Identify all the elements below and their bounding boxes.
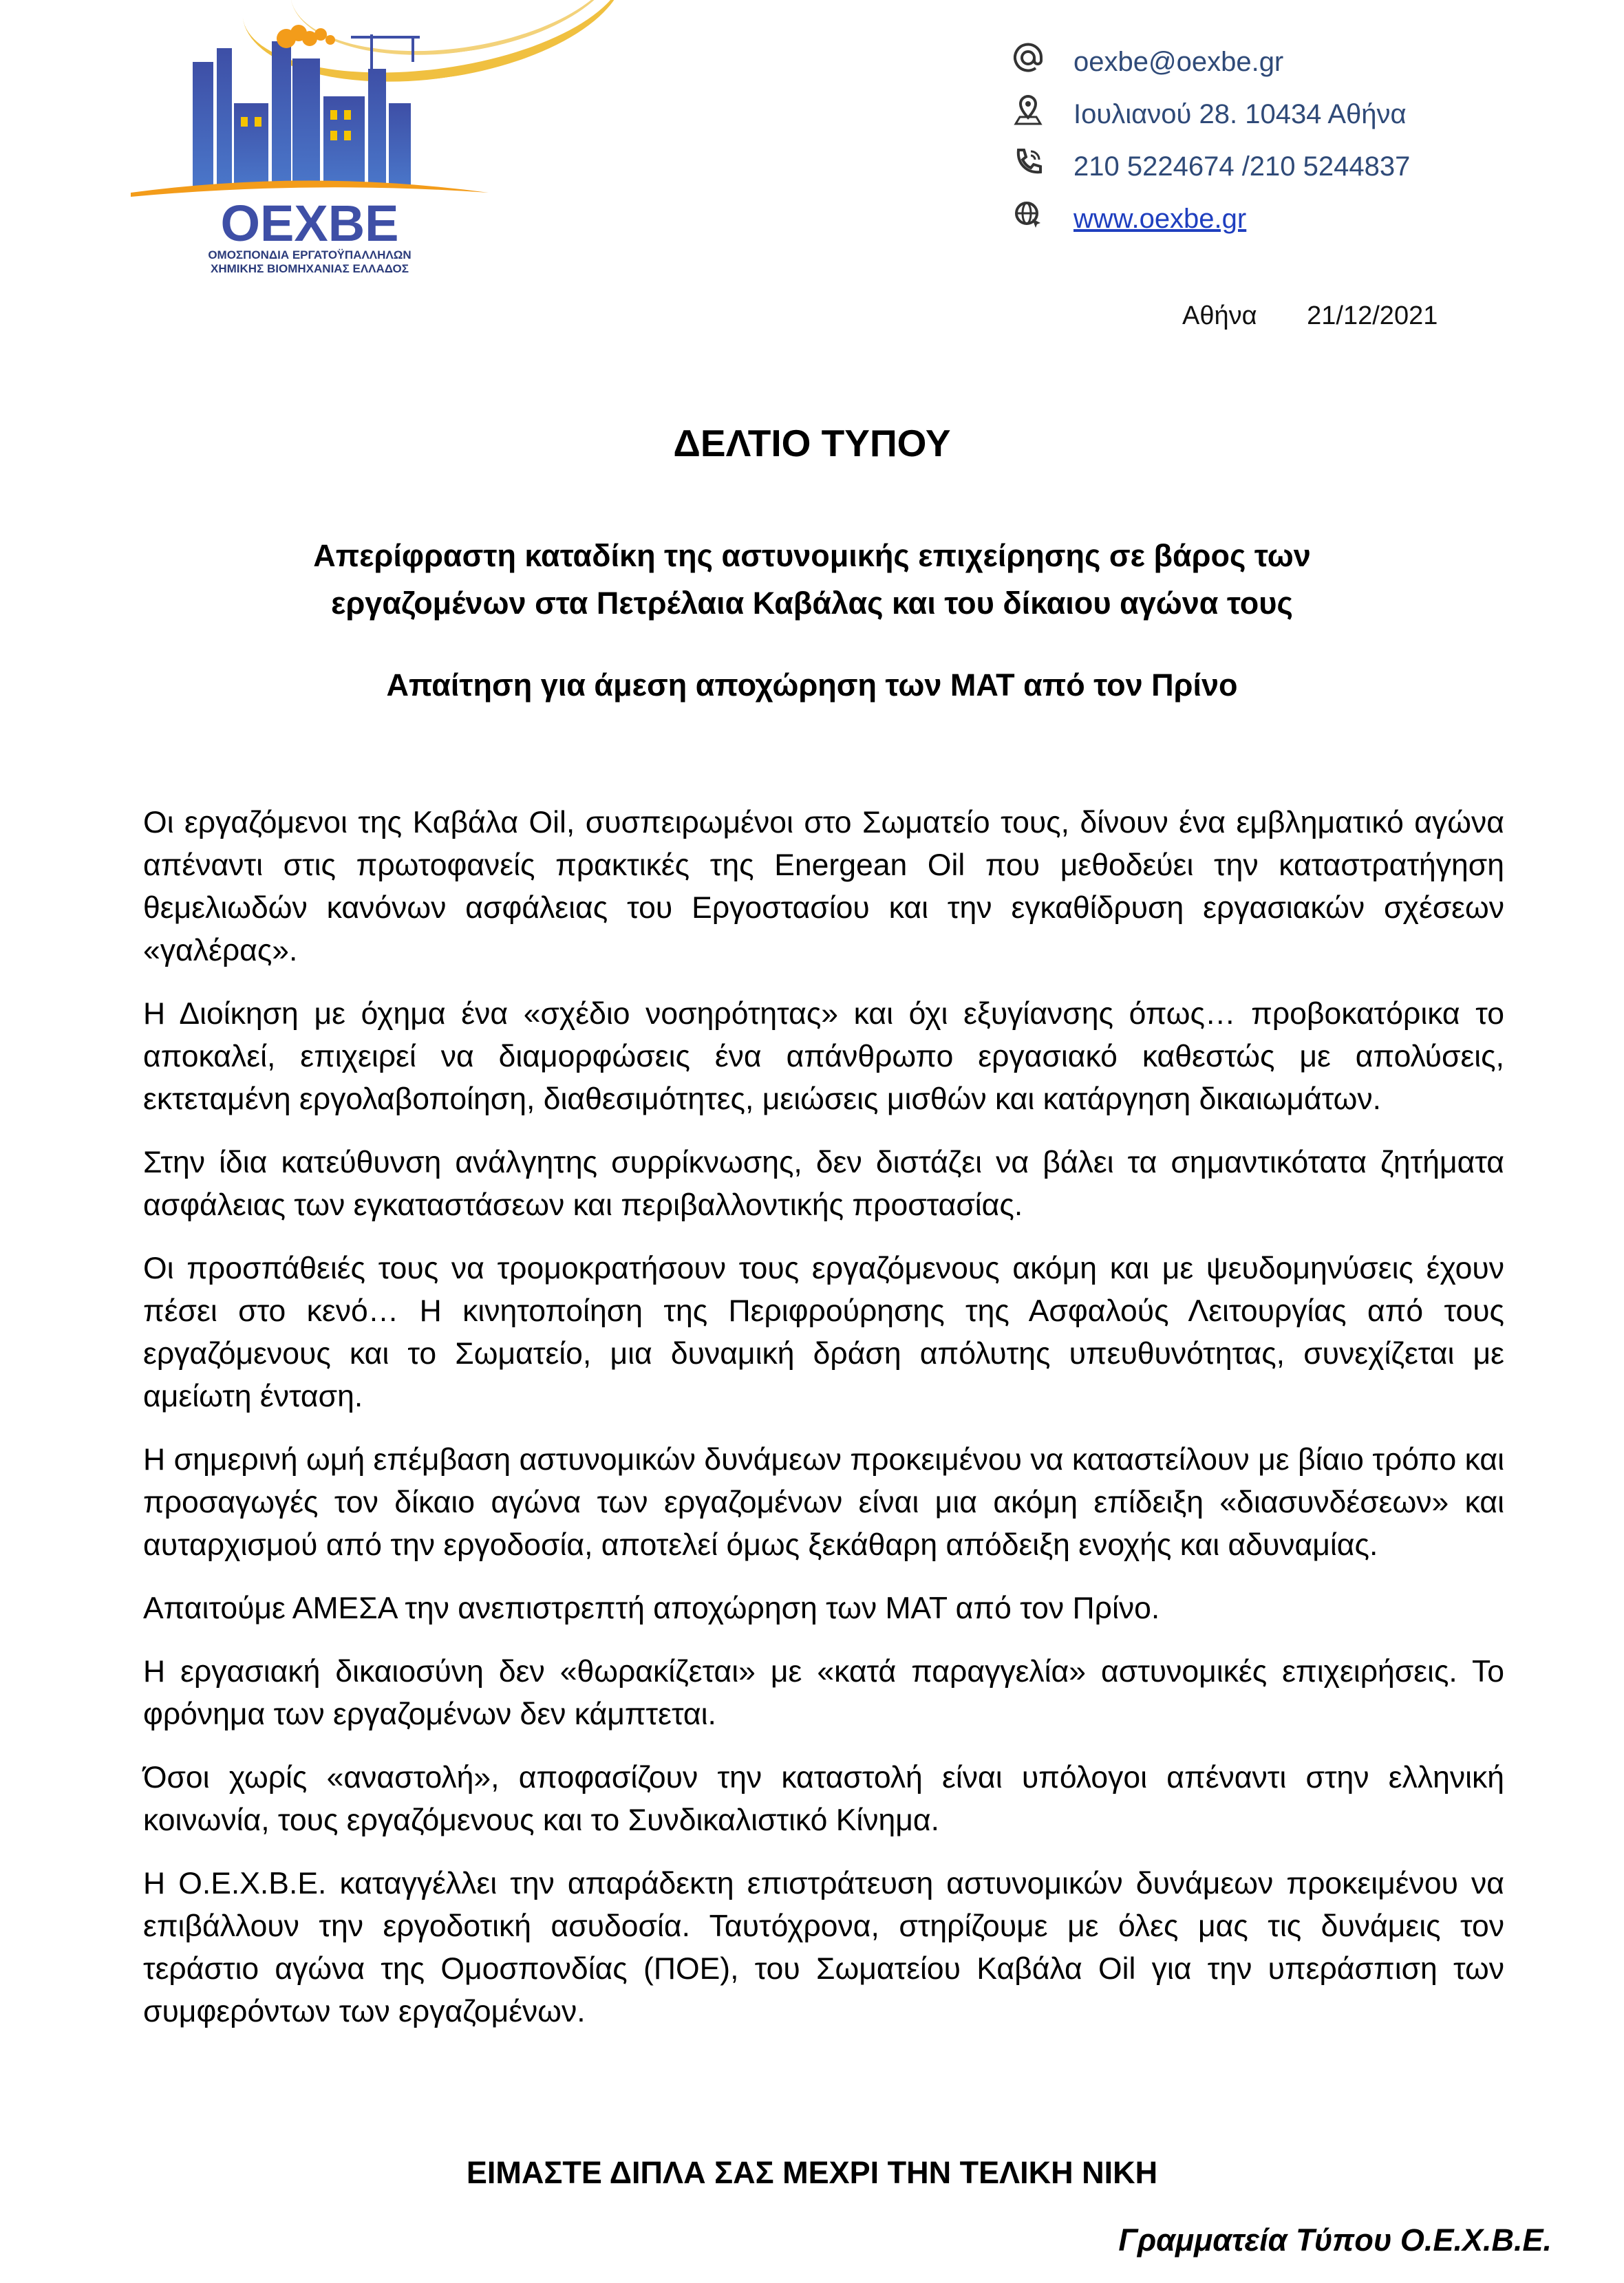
phone-text: 210 5224674 /210 5244837: [1073, 151, 1411, 182]
subtitle-line-2: εργαζομένων στα Πετρέλαια Καβάλας και του δίκαιου αγώνα τους: [331, 586, 1293, 621]
oexbe-logo: [124, 21, 495, 275]
date-line: [1182, 301, 1438, 331]
paragraph: Η Διοίκηση με όχημα ένα «σχέδιο νοσηρότητας» και όχι εξυγίανσης όπως… προβοκατόρικα το αποκαλεί, επιχειρεί να διαμορφώσεις ένα απάνθρωπο εργασιακό καθεστώς με απολύσεις, εκτεταμένη εργολαβοποίηση, διαθεσιμότητες, μειώσεις μισθών και κατάργηση δικαιωμάτων.: [143, 997, 1504, 1116]
paragraph: Στην ίδια κατεύθυνση ανάλγητης συρρίκνωσης, δεν διστάζει να βάλει τα σημαντικότατα ζητήματα ασφάλειας των εγκαταστάσεων και περιβαλλοντικής προστασίας.: [143, 1146, 1504, 1222]
logo-line2: ΧΗΜΙΚΗΣ ΒΙΟΜΗΧΑΝΙΑΣ ΕΛΛΑΔΟΣ: [211, 262, 409, 275]
subtitle-line-1: Απερίφραστη καταδίκη της αστυνομικής επιχείρησης σε βάρος των: [313, 538, 1311, 573]
signature: Γραμματεία Τύπου Ο.Ε.Χ.Β.Ε.: [1118, 2222, 1552, 2258]
document-title: ΔΕΛΤΙΟ ΤΥΠΟΥ: [673, 422, 951, 464]
place-text: Αθήνα: [1182, 301, 1257, 330]
logo-line1: ΟΜΟΣΠΟΝΔΙΑ ΕΡΓΑΤΟΫΠΑΛΛΗΛΩΝ: [208, 248, 412, 261]
paragraph: Η εργασιακή δικαιοσύνη δεν «θωρακίζεται» με «κατά παραγγελία» αστυνομικές επιχειρήσεις. Το φρόνημα των εργαζομένων δεν κάμπτεται.: [143, 1655, 1504, 1731]
phone-icon: [1012, 146, 1045, 179]
email-link[interactable]: oexbe@oexbe.gr: [1073, 47, 1284, 77]
paragraph: Οι εργαζόμενοι της Καβάλα Oil, συσπειρωμένοι στο Σωματείο τους, δίνουν ένα εμβληματικό αγώνα απέναντι στις πρωτοφανείς πρακτικές της Energean Oil που μεθοδεύει την καταστρατήγηση θεμελιωδών κανόνων ασφάλειας του Εργοστασίου και την εγκαθίδρυση εργασιακών σχέσεων «γαλέρας».: [143, 806, 1504, 967]
paragraph: Όσοι χωρίς «αναστολή», αποφασίζουν την καταστολή είναι υπόλογοι απέναντι στην ελληνική κοινωνία, τους εργαζόμενους και το Συνδικαλιστικό Κίνημα.: [143, 1761, 1504, 1837]
paragraph: Απαιτούμε ΑΜΕΣΑ την ανεπιστρεπτή αποχώρηση των ΜΑΤ από τον Πρίνο.: [143, 1591, 1160, 1625]
date-text: 21/12/2021: [1307, 301, 1438, 330]
paragraph: Οι προσπάθειές τους να τρομοκρατήσουν τους εργαζόμενους ακόμη και με ψευδομηνύσεις έχουν πέσει στο κενό… Η κινητοποίηση της Περιφρούρησης της Ασφαλούς Λειτουργίας από τους εργαζόμενους και το Σωματείο, μια δυναμική δράση απόλυτης υπευθυνότητας, συνεχίζεται με αμείωτη ένταση.: [143, 1252, 1504, 1413]
paragraph: Η σημερινή ωμή επέμβαση αστυνομικών δυνάμεων προκειμένου να καταστείλουν με βίαιο τρόπο και προσαγωγές τον δίκαιο αγώνα των εργαζομένων είναι μια ακόμη επίδειξη «διασυνδέσεων» και αυταρχισμού από την εργοδοσία, αποτελεί όμως ξεκάθαρη απόδειξη ενοχής και αδυναμίας.: [143, 1443, 1504, 1562]
website-link[interactable]: www.oexbe.gr: [1073, 204, 1247, 234]
closing-slogan: ΕΙΜΑΣΤΕ ΔΙΠΛΑ ΣΑΣ ΜΕΧΡΙ ΤΗΝ ΤΕΛΙΚΗ ΝΙΚΗ: [466, 2155, 1158, 2190]
subtitle-demand: Απαίτηση για άμεση αποχώρηση των ΜΑΤ από τον Πρίνο: [386, 667, 1238, 703]
at-sign-icon: [1012, 41, 1045, 74]
location-pin-icon: [1012, 94, 1045, 127]
globe-icon: [1012, 198, 1045, 231]
body-text: [143, 802, 1504, 2054]
paragraph: Η Ο.Ε.Χ.Β.Ε. καταγγέλλει την απαράδεκτη επιστράτευση αστυνομικών δυνάμεων προκειμένου να επιβάλλουν την εργοδοτική ασυδοσία. Ταυτόχρονα, στηρίζουμε με όλες μας τις δυνάμεις τον τεράστιο αγώνα της Ομοσπονδίας (ΠΟΕ), του Σωματείου Καβάλα Oil για την υπεράσπιση των συμφερόντων των εργαζομένων.: [143, 1867, 1504, 2028]
address-text: Ιουλιανού 28. 10434 Αθήνα: [1073, 99, 1407, 129]
logo-name: ΟΕΧΒΕ: [220, 195, 399, 252]
